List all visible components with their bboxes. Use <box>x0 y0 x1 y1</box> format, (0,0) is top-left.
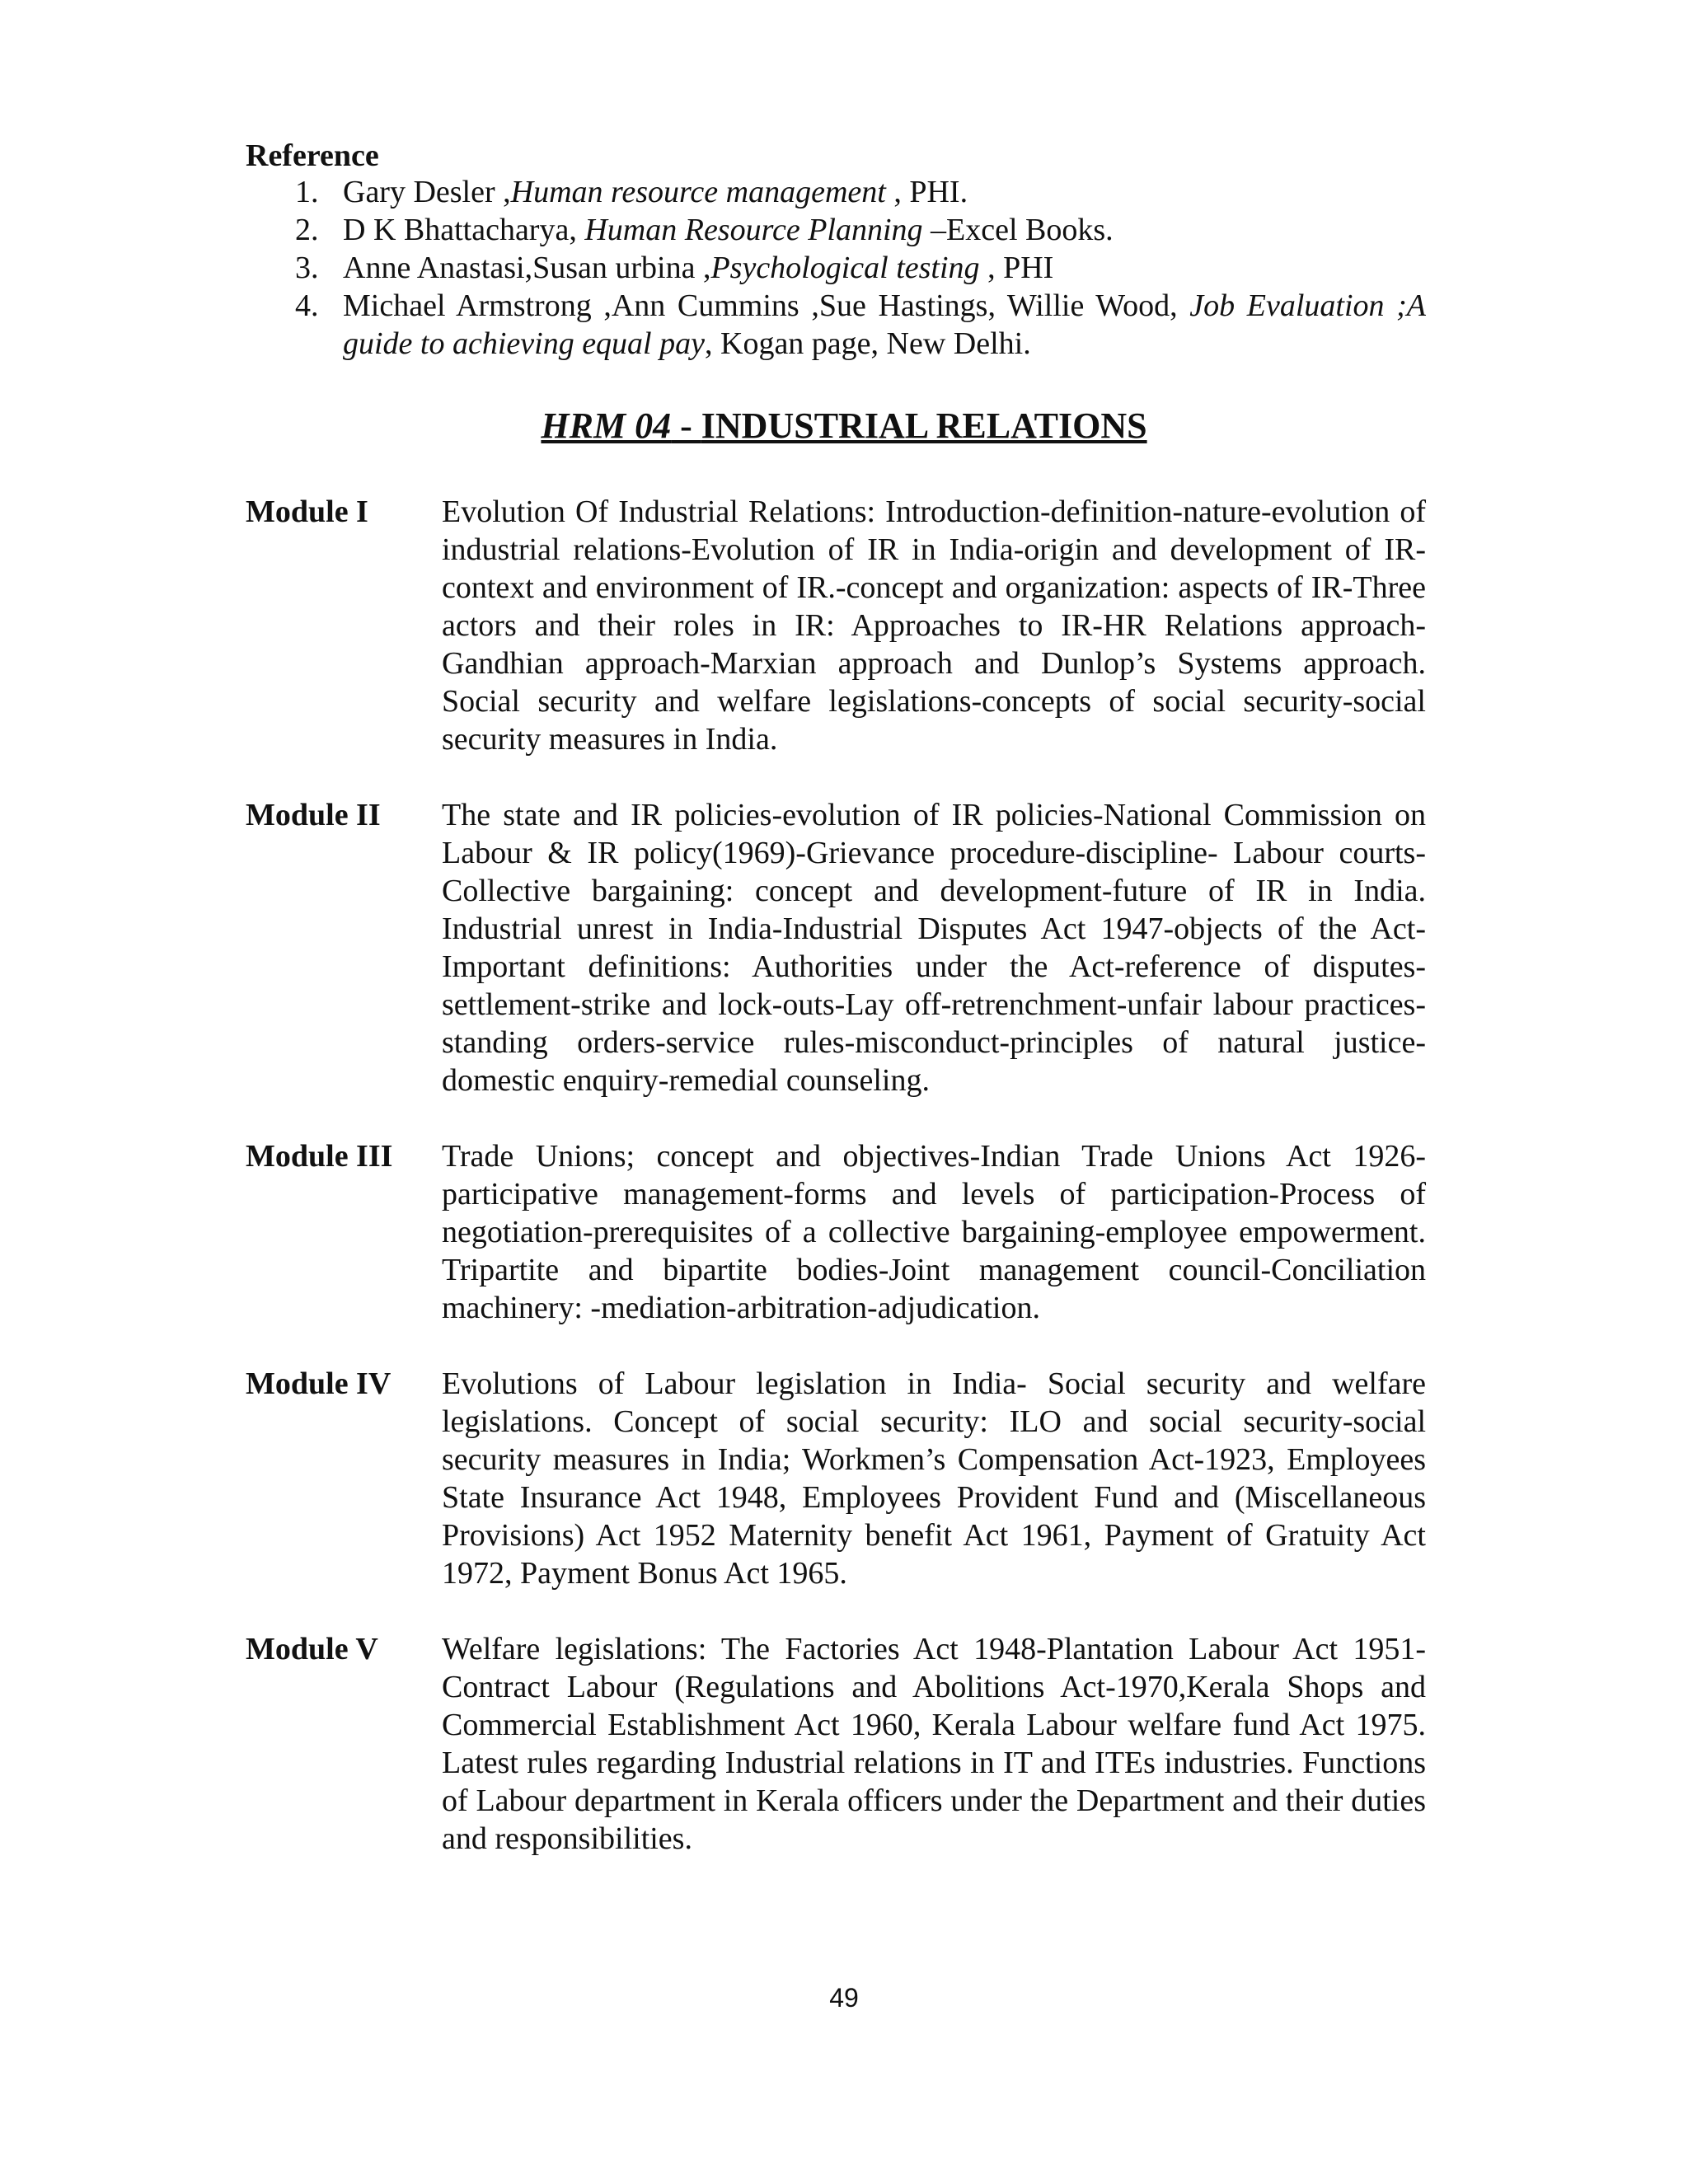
course-title-separator: - <box>671 405 701 446</box>
reference-number: 1. <box>295 175 319 209</box>
reference-publisher: , Kogan page, New Delhi. <box>705 326 1031 361</box>
reference-item <box>246 173 1426 211</box>
module-label: Module V <box>246 1632 378 1666</box>
reference-item <box>246 211 1426 249</box>
course-title <box>0 404 1688 448</box>
reference-authors: D K Bhattacharya, <box>343 213 585 247</box>
module-label: Module I <box>246 494 368 529</box>
module-label: Module III <box>246 1139 393 1174</box>
module-label: Module II <box>246 798 381 832</box>
reference-number: 3. <box>295 251 319 285</box>
reference-authors: Gary Desler , <box>343 175 511 209</box>
page-number: 49 <box>829 1983 859 2013</box>
module-description: Evolutions of Labour legislation in India- Social security and welfare legislations. Concept of social security: ILO and social security-social security measures in India; Workmen’s Compensation Act-1923, Employees State Insurance Act 1948, Employees Provident Fund and (Miscellaneous Provisions) Act 1952 Maternity benefit Act 1961, Payment of Gratuity Act 1972, Payment Bonus Act 1965. <box>442 1366 1426 1591</box>
reference-title: Job Evaluation ;A guide to achieving equal pay <box>343 288 1427 361</box>
reference-publisher: , PHI. <box>885 175 968 209</box>
reference-publisher: , PHI <box>979 251 1054 285</box>
module-description: The state and IR policies-evolution of IR policies-National Commission on Labour & IR policy(1969)-Grievance procedure-discipline- Labour courts-Collective bargaining: concept and development-future of IR in India. Industrial unrest in India-Industrial Disputes Act 1947-objects of the Act-Important definitions: Authorities under the Act-reference of disputes-settlement-strike and lock-outs-Lay off-retrenchment-unfair labour practices-standing orders-service rules-misconduct-principles of natural justice-domestic enquiry-remedial counseling. <box>442 798 1426 1098</box>
reference-list <box>246 173 1426 363</box>
reference-item <box>246 249 1426 287</box>
reference-heading: Reference <box>246 138 379 173</box>
module-description: Evolution Of Industrial Relations: Introduction-definition-nature-evolution of industrial relations-Evolution of IR in India-origin and development of IR-context and environment of IR.-concept and organization: aspects of IR-Three actors and their roles in IR: Approaches to IR-HR Relations approach-Gandhian approach-Marxian approach and Dunlop’s Systems approach. Social security and welfare legislations-concepts of social security-social security measures in India. <box>442 494 1426 757</box>
reference-number: 2. <box>295 213 319 247</box>
module-description: Welfare legislations: The Factories Act 1948-Plantation Labour Act 1951-Contract Labour (Regulations and Abolitions Act-1970,Kerala Shops and Commercial Establishment Act 1960, Kerala Labour welfare fund Act 1975. Latest rules regarding Industrial relations in IT and ITEs industries. Functions of Labour department in Kerala officers under the Department and their duties and responsibilities. <box>442 1632 1426 1856</box>
reference-title: Human resource management <box>510 175 886 209</box>
reference-authors: Anne Anastasi,Susan urbina , <box>343 251 711 285</box>
course-code: HRM 04 <box>541 405 672 446</box>
reference-authors: Michael Armstrong ,Ann Cummins ,Sue Hastings, Willie Wood, <box>343 288 1190 323</box>
reference-number: 4. <box>295 288 319 323</box>
reference-publisher: –Excel Books. <box>922 213 1114 247</box>
course-name: INDUSTRIAL RELATIONS <box>701 405 1147 446</box>
module-description: Trade Unions; concept and objectives-Indian Trade Unions Act 1926-participative management-forms and levels of participation-Process of negotiation-prerequisites of a collective bargaining-employee empowerment. Tripartite and bipartite bodies-Joint management council-Conciliation machinery: -mediation-arbitration-adjudication. <box>442 1139 1426 1325</box>
reference-title: Psychological testing <box>710 251 980 285</box>
reference-item <box>246 287 1426 363</box>
reference-title: Human Resource Planning <box>584 213 923 247</box>
module-label: Module IV <box>246 1366 392 1401</box>
